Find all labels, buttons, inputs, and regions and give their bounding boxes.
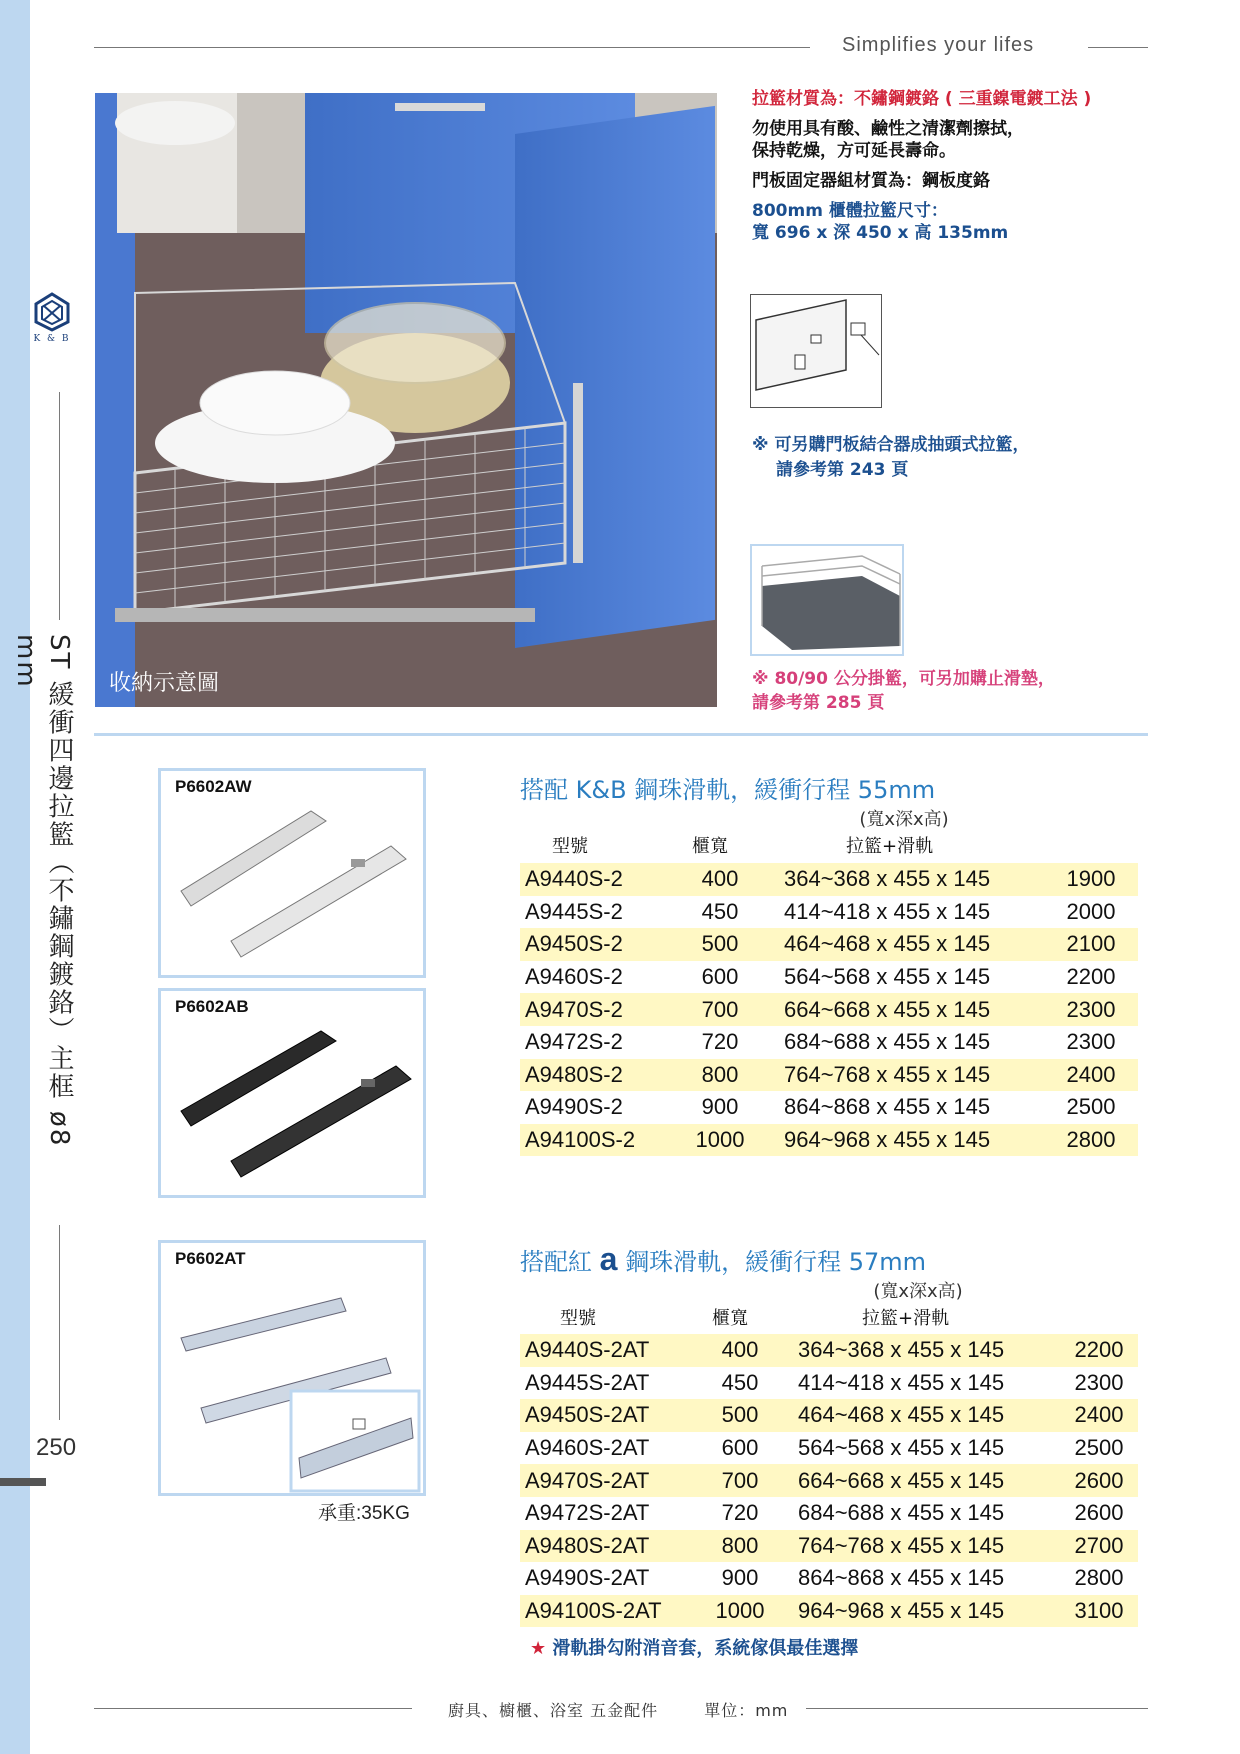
silver-rail-illustration [161,771,423,975]
rail-card-ab [158,988,426,1198]
cell-width: 600 [721,1435,759,1461]
rail-code: P6602AT [175,1249,246,1268]
cell-width: 700 [674,993,766,1026]
cell-width: 600 [701,964,739,990]
table-row [520,896,1138,929]
cell-dim: 684~688 x 455 x 145 [798,1500,1005,1526]
rail-code: P6602AB [175,997,249,1016]
cell-price: 2100 [1044,928,1138,961]
hero-photo [95,93,717,707]
cell-price: 2000 [1066,898,1116,924]
cell-dim: 964~968 x 455 x 145 [766,1124,1044,1157]
side-vertical-title: ST 緩衝四邊拉籃（不鏽鋼鍍鉻）主框 ø8 mm [11,634,74,1148]
rail-footnote [530,1634,858,1660]
footer-text [448,1698,828,1721]
cell-dim: 464~468 x 455 x 145 [780,1399,1060,1432]
cell-model: A94100S-2 [520,1124,674,1157]
rail-code: P6602AW [175,777,252,796]
cell-width: 900 [701,1094,739,1120]
cell-model: A9440S-2AT [520,1334,700,1367]
cell-dim: 414~418 x 455 x 145 [784,898,991,924]
cell-width: 720 [701,1029,739,1055]
star-icon: ★ [530,1638,547,1659]
cell-width: 1000 [674,1124,766,1157]
door-material-line: 門板固定器組材質為：鋼板度鉻 [752,171,990,191]
black-rail-illustration [161,991,423,1195]
table-row [520,1464,1138,1497]
table-row [520,1530,1138,1563]
header-rule [94,47,810,48]
table-row [520,1059,1138,1092]
zinc-rail-illustration [161,1243,423,1493]
cell-model: A9470S-2AT [520,1464,700,1497]
cell-price: 2800 [1074,1565,1124,1591]
note-line: 請參考第 285 頁 [752,693,885,713]
cell-width: 1000 [700,1595,780,1628]
footer-category: 廚具、櫥櫃、浴室 五金配件 [448,1701,659,1720]
table1-title: 搭配 K&B 鋼珠滑軌，緩衝行程 55mm [520,776,936,804]
table-row [520,1562,1138,1595]
cell-model: A9490S-2AT [525,1565,650,1591]
cell-price: 2500 [1074,1435,1124,1461]
note-line: ※ 可另購門板結合器成抽頭式拉籃， [752,435,1030,455]
cell-price: 2700 [1060,1530,1138,1563]
table1-dim-note: (寬x深x高) [859,809,949,830]
cell-width: 450 [701,898,739,924]
cell-width: 500 [674,928,766,961]
cell-dim: 864~868 x 455 x 145 [798,1565,1005,1591]
antislip-mat-figure [750,544,904,656]
note-line: ※ 80/90 公分掛籃，可另加購止滑墊， [752,669,1055,689]
cell-model: A9460S-2AT [525,1435,650,1461]
cell-dim: 414~418 x 455 x 145 [798,1369,1005,1395]
table-row [520,1334,1138,1367]
table2-title [520,1242,926,1277]
price-table-1 [520,863,1138,1156]
cell-model: A9450S-2AT [520,1399,700,1432]
table1-col-width: 櫃寬 [692,836,728,857]
cell-width: 500 [700,1399,780,1432]
material-line: 拉籃材質為：不鏽鋼鍍鉻 ( 三重鎳電鍍工法 ) [752,89,1092,109]
table-row [520,1026,1138,1059]
mat-basket-illustration [752,546,904,656]
cell-width: 800 [700,1530,780,1563]
section-divider [94,733,1148,736]
table-row [520,928,1138,961]
cell-model: A9472S-2 [525,1029,623,1055]
care-line: 保持乾燥，方可延長壽命。 [752,141,956,161]
table2-title-post: 鋼珠滑軌，緩衝行程 57mm [625,1248,927,1276]
rail-card-aw [158,768,426,978]
cell-price: 1900 [1044,863,1138,896]
cell-dim: 664~668 x 455 x 145 [780,1464,1060,1497]
kb-logo-icon [34,292,70,332]
cell-width: 700 [700,1464,780,1497]
table2-col-width: 櫃寬 [712,1308,748,1329]
door-connector-note [752,433,1029,483]
hero-caption: 收納示意圖 [109,671,220,696]
cell-dim: 864~868 x 455 x 145 [784,1094,991,1120]
table-row [520,1595,1138,1628]
cell-dim: 664~668 x 455 x 145 [766,993,1044,1026]
cell-price: 2600 [1060,1464,1138,1497]
cell-dim: 564~568 x 455 x 145 [784,964,991,990]
rail-card-at [158,1240,426,1496]
care-line: 勿使用具有酸、鹼性之清潔劑擦拭， [752,119,1024,139]
footer-rule [94,1708,412,1709]
note-line: 請參考第 243 頁 [776,460,909,480]
footer-unit: 單位：mm [704,1701,789,1720]
antislip-mat-note [752,667,1055,715]
sidebar-divider [59,392,60,620]
cell-model: A9470S-2 [520,993,674,1026]
sidebar-divider [59,1225,60,1420]
footer-rule [806,1708,1148,1709]
cell-dim: 684~688 x 455 x 145 [784,1029,991,1055]
cell-price: 2500 [1066,1094,1116,1120]
cell-dim: 964~968 x 455 x 145 [780,1595,1060,1628]
table-row [520,1432,1138,1465]
cell-price: 3100 [1060,1595,1138,1628]
cell-dim: 364~368 x 455 x 145 [780,1334,1060,1367]
size-title: 800mm 櫃體拉籃尺寸： [752,201,948,221]
cell-price: 2200 [1066,964,1116,990]
cell-price: 2200 [1060,1334,1138,1367]
cell-price: 2400 [1044,1059,1138,1092]
basket-illustration [95,93,717,707]
header-rule [1088,47,1148,48]
red-a-brand-logo: a [599,1241,618,1277]
table2-title-pre: 搭配紅 [520,1248,592,1276]
sidebar-band [0,0,30,1754]
cell-dim: 364~368 x 455 x 145 [766,863,1044,896]
cell-dim: 764~768 x 455 x 145 [766,1059,1044,1092]
cell-width: 400 [674,863,766,896]
cell-width: 800 [674,1059,766,1092]
table-row [520,1124,1138,1157]
cell-model: A9480S-2 [520,1059,674,1092]
cell-width: 720 [721,1500,759,1526]
footnote-text: 滑軌掛勾附消音套，系統傢俱最佳選擇 [552,1638,859,1659]
table2-col-model: 型號 [560,1308,596,1329]
cell-model: A9445S-2AT [525,1369,650,1395]
cell-model: A9472S-2AT [525,1500,650,1526]
cell-model: A9490S-2 [525,1094,623,1120]
table2-col-dim: 拉籃+滑軌 [862,1308,950,1329]
cell-width: 400 [700,1334,780,1367]
page-number: 250 [36,1434,77,1461]
table-row [520,1367,1138,1400]
size-value: 寬 696 x 深 450 x 高 135mm [752,223,1009,243]
brand-name: K & B [33,334,71,344]
cell-width: 450 [721,1369,759,1395]
page-number-bar [0,1478,46,1486]
cell-price: 2300 [1044,993,1138,1026]
cell-model: A94100S-2AT [520,1595,700,1628]
table-row [520,961,1138,994]
door-connector-illustration [751,295,882,408]
cell-dim: 764~768 x 455 x 145 [780,1530,1060,1563]
cell-model: A9460S-2 [525,964,623,990]
load-capacity: 承重:35KG [318,1503,410,1524]
cell-dim: 564~568 x 455 x 145 [798,1435,1005,1461]
cell-price: 2800 [1044,1124,1138,1157]
table-row [520,863,1138,896]
header-tagline: Simplifies your lifes [842,34,1035,56]
price-table-2 [520,1334,1138,1627]
cell-price: 2600 [1074,1500,1124,1526]
brand-logo [30,292,74,364]
table-row [520,1497,1138,1530]
table-row [520,1091,1138,1124]
table2-dim-note: (寬x深x高) [873,1281,963,1302]
cell-price: 2400 [1060,1399,1138,1432]
door-connector-figure [750,294,882,408]
cell-price: 2300 [1066,1029,1116,1055]
table-row [520,1399,1138,1432]
table1-col-model: 型號 [552,836,588,857]
cell-price: 2300 [1074,1369,1124,1395]
cell-dim: 464~468 x 455 x 145 [766,928,1044,961]
table-row [520,993,1138,1026]
cell-model: A9480S-2AT [520,1530,700,1563]
cell-model: A9450S-2 [520,928,674,961]
cell-width: 900 [721,1565,759,1591]
table1-col-dim: 拉籃+滑軌 [846,836,934,857]
cell-model: A9440S-2 [520,863,674,896]
cell-model: A9445S-2 [525,898,623,924]
info-block [752,88,1152,252]
